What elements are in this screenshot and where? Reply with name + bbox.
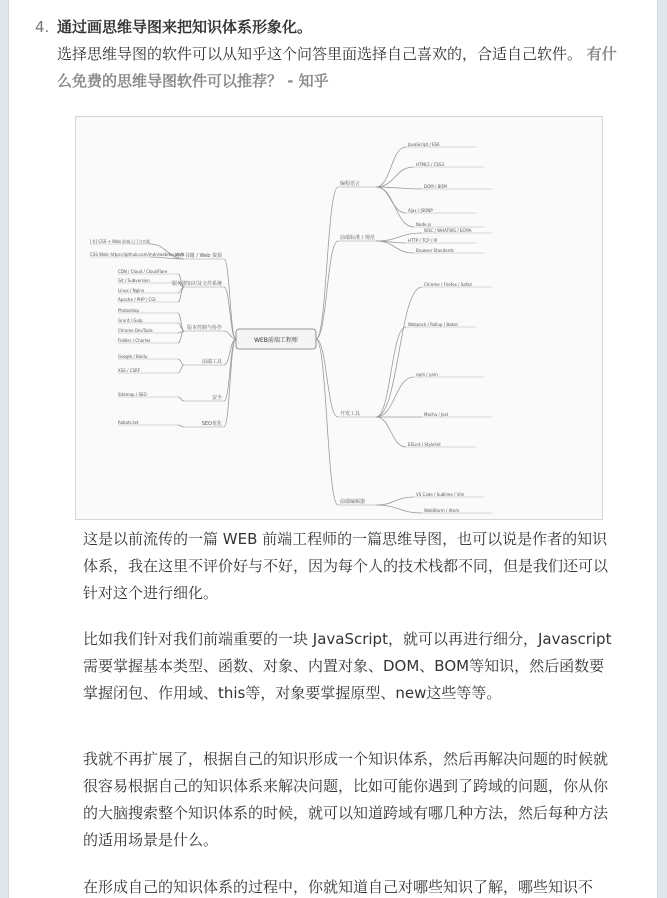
mindmap-node: 安全 xyxy=(211,395,222,401)
mindmap-leaf: HTML5 / CSS3 xyxy=(416,162,444,167)
list-number: 4. xyxy=(35,18,50,36)
leaf-line xyxy=(376,497,414,505)
mindmap-center: WEB前端工程师 xyxy=(254,337,298,344)
mindmap-node: 版本控制与协作 xyxy=(186,325,222,331)
mindmap-leaf: [书] CSS + Web 前端入门与实践 xyxy=(90,239,151,244)
list-body-text: 选择思维导图的软件可以从知乎这个问答里面选择自己喜欢的，合适自己软件。 xyxy=(57,45,583,63)
mindmap-leaf: CSS Web: https://github.com/mdn/webdev.com xyxy=(90,252,185,257)
mindmap-leaf: Webpack / Rollup / Babel xyxy=(408,322,458,327)
leaf-line xyxy=(376,167,414,187)
mindmap-leaf: VS Code / Sublime / Vim xyxy=(416,492,465,497)
mindmap-leaf: Apache / PHP / CGI xyxy=(118,297,156,302)
zhihu-link[interactable]: 有什么免费的思维导图软件可以推荐？ - 知乎 xyxy=(57,45,617,90)
mindmap-diagram xyxy=(76,117,604,521)
mindmap-leaf: Chrome DevTools xyxy=(118,328,153,333)
mindmap-leaf: Ajax / JSONP xyxy=(408,208,433,213)
mindmap-leaf: JavaScript / ES6 xyxy=(408,142,440,147)
mindmap-node: SEO优化 xyxy=(201,421,222,427)
leaf-line xyxy=(178,365,184,373)
mindmap-leaf: XSS / CSRF xyxy=(118,368,141,373)
mindmap-leaf: ESLint / Stylelint xyxy=(408,442,441,447)
branch-line xyxy=(224,259,236,339)
paragraph-1: 这是以前流传的一篇 WEB 前端工程师的一篇思维导图，也可以说是作者的知识体系，我在这里不评价好与不好，因为每个人的技术栈都不同，但是我们还可以针对这个进行细化。 xyxy=(83,530,609,602)
mindmap-leaf: HTTP / TCP / IP xyxy=(408,238,438,243)
mindmap-leaf: WebStorm / Atom xyxy=(424,508,460,513)
mindmap-image xyxy=(75,116,603,520)
leaf-line xyxy=(376,505,422,513)
leaf-line xyxy=(376,187,406,213)
mindmap-leaf: Chrome / Firefox / Safari xyxy=(424,282,473,287)
leaf-line xyxy=(376,187,414,227)
mindmap-leaf: Mocha / Jest xyxy=(424,412,449,417)
list-item xyxy=(35,14,617,95)
branch-line xyxy=(224,339,236,401)
mindmap-node: 编程语言 xyxy=(340,181,361,187)
mindmap-leaf: Linux / Nginx xyxy=(118,288,145,293)
mindmap-node: 开发工具 xyxy=(340,411,361,417)
mindmap-leaf: CDN / Cloud / CloudFlare xyxy=(118,269,168,274)
mindmap-leaf: Git / Subversion xyxy=(118,278,150,283)
leaf-line xyxy=(376,417,406,447)
leaf-line xyxy=(178,359,184,365)
mindmap-leaf: Grunt / Gulp xyxy=(118,318,143,323)
mindmap-leaf: Sitemap / SEO xyxy=(118,392,147,397)
mindmap-leaf: Photoshop xyxy=(118,308,140,313)
paragraph-3: 我就不再扩展了，根据自己的知识形成一个知识体系，然后再解决问题的时候就很容易根据自己的知识体系来解决问题，比如可能你遇到了跨域的问题，你从你的大脑搜索整个知识体系的时候，就可以知道跨域有哪几种方法，然后每种方法的适用场景是什么。 xyxy=(83,750,609,849)
mindmap-leaf: Browser Standards xyxy=(416,248,454,253)
mindmap-node: 前端标准 / 规范 xyxy=(340,235,375,241)
leaf-line xyxy=(178,313,184,331)
paragraph-2: 比如我们针对我们前端重要的一块 JavaScript，就可以再进行细分，Javascript 需要掌握基本类型、函数、对象、内置对象、DOM、BOM等知识，然后函数要掌握闭包、作用域、this等，对象要掌握原型、new这些等等。 xyxy=(83,630,612,702)
list-heading: 通过画思维导图来把知识体系形象化。 xyxy=(57,18,313,36)
mindmap-leaf: Robots.txt xyxy=(118,420,139,425)
branch-line xyxy=(316,187,338,339)
mindmap-node: 前端工具 xyxy=(201,359,222,365)
branch-line xyxy=(316,339,338,505)
mindmap-leaf: Node.js xyxy=(416,222,431,227)
leaf-line xyxy=(376,287,422,417)
mindmap-node: 推荐书籍 / Web 资源 xyxy=(174,253,222,259)
article-content xyxy=(8,0,658,898)
mindmap-leaf: Google / Baidu xyxy=(118,354,148,359)
leaf-line xyxy=(178,397,184,401)
mindmap-leaf: npm / yarn xyxy=(416,372,438,377)
mindmap-node: 服务器知识及文件系统 xyxy=(171,281,222,287)
mindmap-leaf: DOM / BOM xyxy=(424,184,447,189)
mindmap-leaf: W3C / WHATWG / ECMA xyxy=(424,228,472,233)
leaf-line xyxy=(376,327,406,417)
leaf-line xyxy=(178,425,184,427)
branch-line xyxy=(316,339,338,417)
mindmap-leaf: Fiddler / Charles xyxy=(118,338,151,343)
branch-line xyxy=(316,241,338,339)
mindmap-node: 前端编辑器 xyxy=(340,499,366,505)
paragraph-4: 在形成自己的知识体系的过程中，你就知道自己对哪些知识了解，哪些知识不 xyxy=(83,878,594,896)
